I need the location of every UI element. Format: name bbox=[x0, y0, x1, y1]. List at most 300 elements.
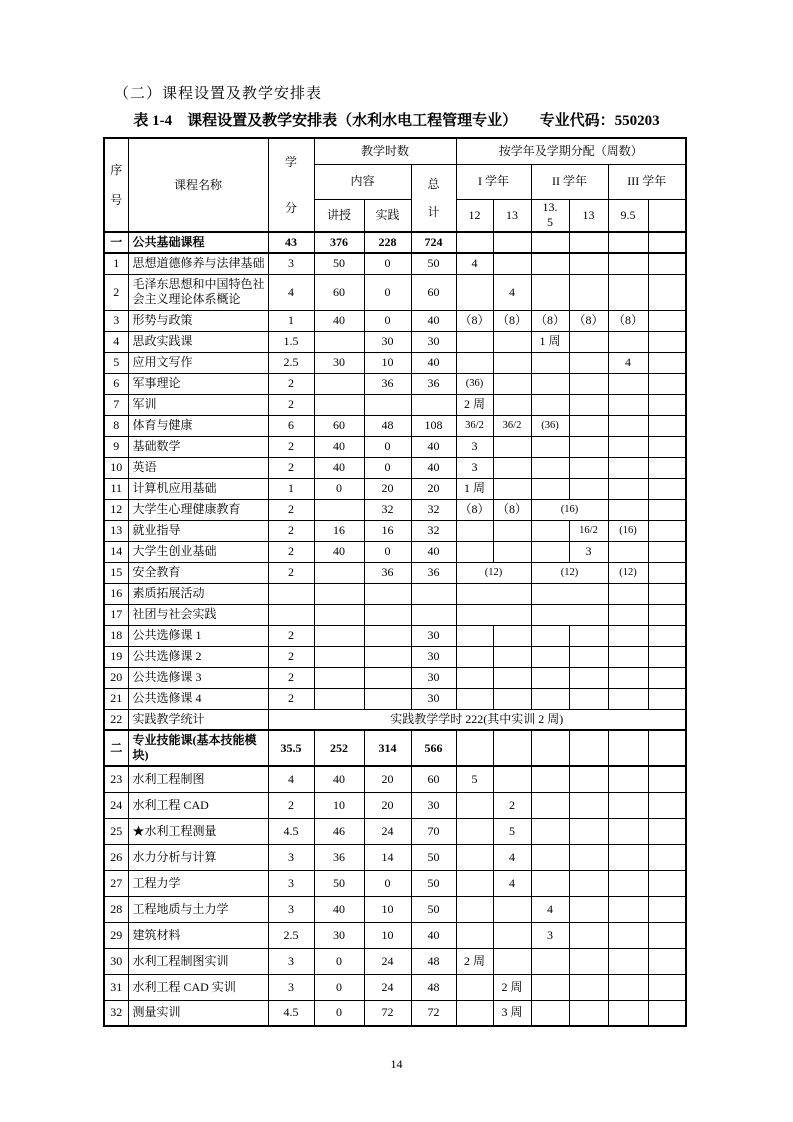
row-semester bbox=[531, 232, 569, 253]
row-semester bbox=[648, 253, 686, 274]
row-practice: 36 bbox=[364, 373, 411, 394]
row-semester bbox=[531, 870, 569, 896]
row-total: 36 bbox=[411, 373, 456, 394]
row-semester bbox=[493, 232, 531, 253]
row-course: 军事理论 bbox=[128, 373, 268, 394]
row-semester bbox=[456, 896, 493, 922]
table-row bbox=[104, 604, 686, 625]
row-semester bbox=[648, 310, 686, 331]
row-semester bbox=[456, 818, 493, 844]
row-semester bbox=[648, 457, 686, 478]
row-semester bbox=[531, 667, 569, 688]
row-lecture bbox=[314, 604, 364, 625]
row-semester bbox=[569, 373, 608, 394]
row-seq: 二 bbox=[104, 730, 128, 766]
row-semester bbox=[608, 844, 648, 870]
table-row bbox=[104, 974, 686, 1000]
row-practice: 0 bbox=[364, 253, 411, 274]
row-course: 水力分析与计算 bbox=[128, 844, 268, 870]
row-seq: 19 bbox=[104, 646, 128, 667]
row-semester bbox=[569, 922, 608, 948]
year3-header: III 学年 bbox=[608, 164, 686, 199]
row-total bbox=[411, 394, 456, 415]
row-seq: 29 bbox=[104, 922, 128, 948]
row-semester: （8） bbox=[456, 310, 493, 331]
row-course: 素质拓展活动 bbox=[128, 583, 268, 604]
table-row bbox=[104, 394, 686, 415]
row-semester: 3 bbox=[569, 541, 608, 562]
row-seq: 24 bbox=[104, 792, 128, 818]
row-semester: 3 bbox=[531, 922, 569, 948]
row-lecture bbox=[314, 499, 364, 520]
row-semester bbox=[569, 457, 608, 478]
row-semester: 3 bbox=[456, 457, 493, 478]
table-row bbox=[104, 253, 686, 274]
row-total: 30 bbox=[411, 646, 456, 667]
row-practice: 0 bbox=[364, 870, 411, 896]
row-seq: 20 bbox=[104, 667, 128, 688]
row-semester bbox=[648, 394, 686, 415]
row-semester bbox=[569, 646, 608, 667]
row-semester bbox=[569, 478, 608, 499]
row-semester bbox=[648, 896, 686, 922]
row-semester bbox=[569, 688, 608, 709]
row-seq: 28 bbox=[104, 896, 128, 922]
semester-week-header: 12 bbox=[456, 199, 493, 232]
row-course: 社团与社会实践 bbox=[128, 604, 268, 625]
course-table-body bbox=[104, 232, 686, 1026]
table-row bbox=[104, 667, 686, 688]
row-semester: 5 bbox=[493, 818, 531, 844]
course-table bbox=[103, 137, 687, 1027]
row-total: 30 bbox=[411, 688, 456, 709]
row-credit: 2 bbox=[268, 373, 314, 394]
row-semester bbox=[569, 436, 608, 457]
row-seq: 15 bbox=[104, 562, 128, 583]
row-semester bbox=[648, 373, 686, 394]
table-row bbox=[104, 1000, 686, 1026]
row-total: 566 bbox=[411, 730, 456, 766]
row-seq: 6 bbox=[104, 373, 128, 394]
row-practice: 30 bbox=[364, 331, 411, 352]
table-row bbox=[104, 625, 686, 646]
table-row bbox=[104, 478, 686, 499]
row-total: 48 bbox=[411, 974, 456, 1000]
row-semester bbox=[608, 478, 648, 499]
row-semester bbox=[608, 373, 648, 394]
row-semester bbox=[493, 352, 531, 373]
row-total: 70 bbox=[411, 818, 456, 844]
row-course: 水利工程 CAD 实训 bbox=[128, 974, 268, 1000]
row-credit: 2 bbox=[268, 625, 314, 646]
row-semester: (36) bbox=[531, 415, 569, 436]
row-semester bbox=[608, 541, 648, 562]
row-seq: 17 bbox=[104, 604, 128, 625]
row-credit: 4.5 bbox=[268, 1000, 314, 1026]
row-lecture bbox=[314, 646, 364, 667]
table-row bbox=[104, 766, 686, 792]
row-semester bbox=[456, 688, 493, 709]
row-semester bbox=[569, 274, 608, 310]
row-credit: 3 bbox=[268, 896, 314, 922]
row-course: 工程力学 bbox=[128, 870, 268, 896]
row-semester bbox=[648, 844, 686, 870]
row-credit: 6 bbox=[268, 415, 314, 436]
row-credit: 1 bbox=[268, 310, 314, 331]
row-semester bbox=[648, 688, 686, 709]
row-lecture bbox=[314, 583, 364, 604]
row-semester bbox=[648, 541, 686, 562]
row-semester bbox=[569, 974, 608, 1000]
semester-week-header: 9.5 bbox=[608, 199, 648, 232]
row-semester bbox=[648, 818, 686, 844]
row-credit: 2 bbox=[268, 457, 314, 478]
row-course: 计算机应用基础 bbox=[128, 478, 268, 499]
row-semester bbox=[493, 373, 531, 394]
row-semester bbox=[648, 646, 686, 667]
row-semester bbox=[608, 331, 648, 352]
row-semester bbox=[648, 352, 686, 373]
row-lecture: 10 bbox=[314, 792, 364, 818]
row-credit: 43 bbox=[268, 232, 314, 253]
row-semester bbox=[569, 625, 608, 646]
row-seq: 4 bbox=[104, 331, 128, 352]
table-row bbox=[104, 436, 686, 457]
row-semester: 4 bbox=[456, 253, 493, 274]
row-semester bbox=[608, 792, 648, 818]
table-row bbox=[104, 310, 686, 331]
row-semester bbox=[569, 844, 608, 870]
row-lecture: 252 bbox=[314, 730, 364, 766]
year1-header: I 学年 bbox=[456, 164, 531, 199]
row-course: 就业指导 bbox=[128, 520, 268, 541]
row-semester bbox=[493, 896, 531, 922]
row-semester: 36/2 bbox=[456, 415, 493, 436]
row-semester bbox=[456, 974, 493, 1000]
row-seq: 12 bbox=[104, 499, 128, 520]
table-row bbox=[104, 562, 686, 583]
row-semester bbox=[648, 232, 686, 253]
row-course: 公共选修课 3 bbox=[128, 667, 268, 688]
row-semester bbox=[569, 394, 608, 415]
row-semester bbox=[608, 1000, 648, 1026]
row-semester bbox=[456, 792, 493, 818]
row-total: 40 bbox=[411, 922, 456, 948]
row-practice bbox=[364, 646, 411, 667]
table-row bbox=[104, 922, 686, 948]
row-semester bbox=[648, 499, 686, 520]
row-semester bbox=[531, 253, 569, 274]
row-semester bbox=[569, 870, 608, 896]
semester-week-header bbox=[648, 199, 686, 232]
row-semester bbox=[608, 766, 648, 792]
row-practice: 24 bbox=[364, 818, 411, 844]
row-semester bbox=[531, 352, 569, 373]
row-semester bbox=[493, 766, 531, 792]
row-credit: 3 bbox=[268, 948, 314, 974]
row-lecture bbox=[314, 331, 364, 352]
row-semester bbox=[569, 415, 608, 436]
row-semester bbox=[531, 730, 569, 766]
row-course: 思政实践课 bbox=[128, 331, 268, 352]
row-practice: 228 bbox=[364, 232, 411, 253]
row-semester bbox=[531, 688, 569, 709]
row-credit: 3 bbox=[268, 253, 314, 274]
row-practice: 10 bbox=[364, 896, 411, 922]
row-semester: 2 周 bbox=[456, 394, 493, 415]
row-practice: 0 bbox=[364, 310, 411, 331]
row-semester bbox=[531, 646, 569, 667]
row-total: 40 bbox=[411, 310, 456, 331]
row-semester: 2 周 bbox=[493, 974, 531, 1000]
page-number: 14 bbox=[390, 1057, 403, 1071]
row-seq: 1 bbox=[104, 253, 128, 274]
row-total: 72 bbox=[411, 1000, 456, 1026]
credit-column-header: 学分 bbox=[268, 138, 314, 232]
row-seq: 5 bbox=[104, 352, 128, 373]
row-semester: 2 bbox=[493, 792, 531, 818]
row-semester bbox=[493, 394, 531, 415]
row-total: 50 bbox=[411, 896, 456, 922]
row-total: 30 bbox=[411, 792, 456, 818]
row-semester bbox=[493, 520, 531, 541]
row-semester bbox=[531, 457, 569, 478]
row-semester bbox=[569, 253, 608, 274]
row-total: 50 bbox=[411, 870, 456, 896]
row-total: 36 bbox=[411, 562, 456, 583]
row-credit bbox=[268, 583, 314, 604]
row-semester bbox=[648, 730, 686, 766]
row-semester: 16/2 bbox=[569, 520, 608, 541]
table-row bbox=[104, 709, 686, 730]
row-practice: 20 bbox=[364, 478, 411, 499]
row-semester bbox=[608, 274, 648, 310]
row-semester: 5 bbox=[456, 766, 493, 792]
teaching-hours-header: 教学时数 bbox=[314, 138, 456, 164]
row-practice: 0 bbox=[364, 541, 411, 562]
row-semester bbox=[456, 844, 493, 870]
row-semester bbox=[531, 436, 569, 457]
row-lecture: 60 bbox=[314, 415, 364, 436]
row-practice: 0 bbox=[364, 436, 411, 457]
row-lecture: 40 bbox=[314, 896, 364, 922]
row-seq: 31 bbox=[104, 974, 128, 1000]
row-semester bbox=[531, 478, 569, 499]
row-semester bbox=[608, 604, 648, 625]
row-semester bbox=[608, 922, 648, 948]
row-semester bbox=[456, 667, 493, 688]
row-semester bbox=[531, 373, 569, 394]
row-semester bbox=[569, 896, 608, 922]
row-semester bbox=[608, 646, 648, 667]
row-lecture: 30 bbox=[314, 352, 364, 373]
row-total: 40 bbox=[411, 352, 456, 373]
row-semester: 4 bbox=[531, 896, 569, 922]
row-semester bbox=[531, 394, 569, 415]
row-course: 形势与政策 bbox=[128, 310, 268, 331]
row-semester: 4 bbox=[493, 870, 531, 896]
row-seq: 13 bbox=[104, 520, 128, 541]
row-semester bbox=[456, 922, 493, 948]
row-semester bbox=[608, 730, 648, 766]
row-semester bbox=[569, 766, 608, 792]
row-credit: 1.5 bbox=[268, 331, 314, 352]
row-semester bbox=[569, 730, 608, 766]
row-seq: 18 bbox=[104, 625, 128, 646]
row-credit: 4 bbox=[268, 766, 314, 792]
row-semester bbox=[531, 844, 569, 870]
row-semester bbox=[648, 974, 686, 1000]
row-lecture: 40 bbox=[314, 310, 364, 331]
row-semester: （8） bbox=[531, 310, 569, 331]
row-credit: 2 bbox=[268, 792, 314, 818]
row-semester bbox=[493, 646, 531, 667]
table-row bbox=[104, 688, 686, 709]
row-semester bbox=[648, 583, 686, 604]
row-semester: (12) bbox=[608, 562, 648, 583]
row-total: 40 bbox=[411, 436, 456, 457]
row-semester: （8） bbox=[456, 499, 493, 520]
row-total: 60 bbox=[411, 274, 456, 310]
row-lecture: 50 bbox=[314, 253, 364, 274]
row-semester bbox=[531, 974, 569, 1000]
row-semester bbox=[608, 457, 648, 478]
row-course: 公共基础课程 bbox=[128, 232, 268, 253]
row-practice: 16 bbox=[364, 520, 411, 541]
row-practice: 24 bbox=[364, 948, 411, 974]
row-semester bbox=[608, 667, 648, 688]
table-row bbox=[104, 457, 686, 478]
row-seq: 26 bbox=[104, 844, 128, 870]
row-credit: 3 bbox=[268, 870, 314, 896]
row-practice: 314 bbox=[364, 730, 411, 766]
row-practice: 72 bbox=[364, 1000, 411, 1026]
row-total: 724 bbox=[411, 232, 456, 253]
row-lecture: 46 bbox=[314, 818, 364, 844]
row-total: 48 bbox=[411, 948, 456, 974]
row-semester: （8） bbox=[493, 310, 531, 331]
table-row bbox=[104, 792, 686, 818]
row-course: 大学生心理健康教育 bbox=[128, 499, 268, 520]
row-seq: 32 bbox=[104, 1000, 128, 1026]
table-row bbox=[104, 844, 686, 870]
row-semester bbox=[456, 1000, 493, 1026]
row-semester: 36/2 bbox=[493, 415, 531, 436]
row-practice bbox=[364, 583, 411, 604]
total-column-header: 总计 bbox=[411, 164, 456, 232]
row-semester: （8） bbox=[493, 499, 531, 520]
seq-column-header: 序号 bbox=[104, 138, 128, 232]
row-semester bbox=[493, 922, 531, 948]
row-semester bbox=[493, 253, 531, 274]
row-semester: (12) bbox=[531, 562, 608, 583]
distribution-header: 按学年及学期分配（周数） bbox=[456, 138, 686, 164]
row-semester bbox=[608, 688, 648, 709]
row-semester: (12) bbox=[456, 562, 531, 583]
row-semester bbox=[531, 625, 569, 646]
table-row bbox=[104, 352, 686, 373]
row-practice: 36 bbox=[364, 562, 411, 583]
row-semester bbox=[493, 948, 531, 974]
row-lecture: 40 bbox=[314, 457, 364, 478]
row-semester bbox=[493, 688, 531, 709]
row-credit: 2.5 bbox=[268, 352, 314, 373]
row-semester bbox=[608, 896, 648, 922]
row-seq: 9 bbox=[104, 436, 128, 457]
row-semester bbox=[648, 792, 686, 818]
row-seq: 8 bbox=[104, 415, 128, 436]
table-row bbox=[104, 541, 686, 562]
row-semester bbox=[456, 870, 493, 896]
row-semester bbox=[608, 499, 648, 520]
row-course: 实践教学统计 bbox=[128, 709, 268, 730]
row-course: 水利工程 CAD bbox=[128, 792, 268, 818]
row-semester bbox=[493, 478, 531, 499]
row-semester bbox=[456, 625, 493, 646]
table-row bbox=[104, 274, 686, 310]
row-course: 水利工程制图实训 bbox=[128, 948, 268, 974]
practice-column-header: 实践 bbox=[364, 199, 411, 232]
row-seq: 21 bbox=[104, 688, 128, 709]
row-course: 测量实训 bbox=[128, 1000, 268, 1026]
row-credit: 2 bbox=[268, 394, 314, 415]
row-seq: 14 bbox=[104, 541, 128, 562]
row-semester bbox=[648, 436, 686, 457]
row-lecture bbox=[314, 394, 364, 415]
row-credit: 2 bbox=[268, 562, 314, 583]
row-total: 50 bbox=[411, 253, 456, 274]
table-row bbox=[104, 331, 686, 352]
semester-week-header: 13 bbox=[493, 199, 531, 232]
row-semester bbox=[531, 274, 569, 310]
row-semester: 2 周 bbox=[456, 948, 493, 974]
row-practice bbox=[364, 625, 411, 646]
row-practice: 48 bbox=[364, 415, 411, 436]
row-credit: 4 bbox=[268, 274, 314, 310]
row-seq: 30 bbox=[104, 948, 128, 974]
row-lecture: 50 bbox=[314, 870, 364, 896]
course-column-header: 课程名称 bbox=[128, 138, 268, 232]
row-practice: 10 bbox=[364, 352, 411, 373]
row-total: 30 bbox=[411, 667, 456, 688]
row-semester bbox=[531, 948, 569, 974]
row-semester bbox=[456, 331, 493, 352]
row-lecture: 36 bbox=[314, 844, 364, 870]
row-total bbox=[411, 583, 456, 604]
row-lecture: 0 bbox=[314, 478, 364, 499]
row-semester bbox=[608, 625, 648, 646]
lecture-column-header: 讲授 bbox=[314, 199, 364, 232]
row-practice: 32 bbox=[364, 499, 411, 520]
row-semester: 4 bbox=[493, 844, 531, 870]
row-semester bbox=[531, 604, 608, 625]
table-row bbox=[104, 583, 686, 604]
row-semester bbox=[648, 415, 686, 436]
row-semester bbox=[648, 604, 686, 625]
row-semester bbox=[493, 625, 531, 646]
table-row bbox=[104, 232, 686, 253]
row-lecture bbox=[314, 688, 364, 709]
row-semester: （8） bbox=[608, 310, 648, 331]
table-row bbox=[104, 499, 686, 520]
row-lecture: 16 bbox=[314, 520, 364, 541]
row-semester bbox=[569, 232, 608, 253]
row-semester bbox=[648, 870, 686, 896]
table-row bbox=[104, 870, 686, 896]
row-semester bbox=[456, 583, 531, 604]
row-semester bbox=[569, 948, 608, 974]
row-seq: 3 bbox=[104, 310, 128, 331]
